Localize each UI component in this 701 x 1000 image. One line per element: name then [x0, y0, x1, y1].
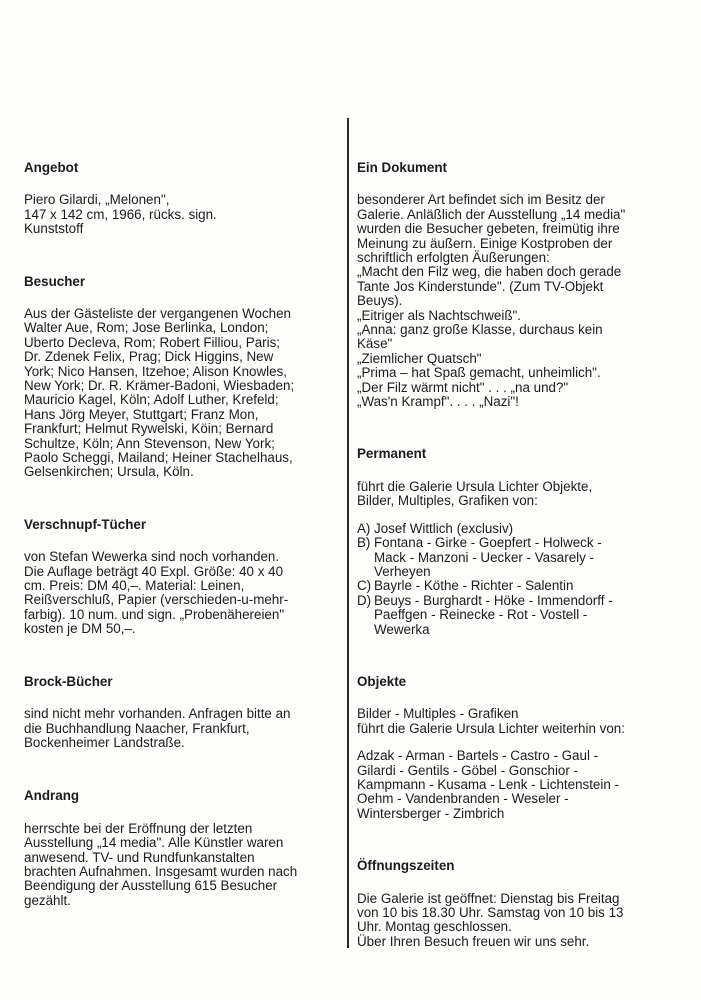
list-item-text: Bayrle - Köthe - Richter - Salentin: [374, 578, 574, 594]
section-ein-dokument: [357, 161, 675, 409]
section-objekte: [357, 675, 675, 821]
list-item-text: Fontana - Girke - Goepfert - Holweck - Mack - Manzoni - Uecker - Vasarely - Verheyen: [374, 535, 602, 579]
list-marker: C): [357, 578, 372, 594]
column-divider: [347, 118, 349, 948]
heading-besucher: Besucher: [24, 273, 86, 289]
heading-permanent: Permanent: [357, 446, 427, 462]
list-item: [357, 594, 675, 637]
text-objekte-artists: Adzak - Arman - Bartels - Castro - Gaul - Gilardi - Gentils - Göbel - Gonschior - Kampmann - Kusama - Lenk - Lichtenstein - Oehm - Vandenbranden - Weseler - Wintersberger - Zimbrich: [357, 748, 619, 821]
list-item: [357, 522, 675, 536]
text-brock-buecher: sind nicht mehr vorhanden. Anfragen bitte an die Buchhandlung Naacher, Frankfurt, Bockenheimer Landstraße.: [24, 706, 291, 750]
list-item-text: Beuys - Burghardt - Höke - Immendorff - Paeffgen - Reinecke - Rot - Vostell - Wewerka: [374, 592, 613, 637]
text-objekte-intro: Bilder - Multiples - Grafiken führt die Galerie Ursula Lichter weiterhin von:: [357, 706, 625, 736]
section-brock-buecher: [24, 675, 342, 751]
heading-objekte: Objekte: [357, 673, 407, 689]
heading-andrang: Andrang: [24, 788, 80, 804]
text-andrang: herrschte bei der Eröffnung der letzten Ausstellung „14 media". Alle Künstler waren anwesend. TV- und Rundfunkanstalten brachten Aufnahmen. Insgesamt wurden nach Beendigung der Ausstellung 615 Besucher gezählt.: [24, 820, 298, 908]
heading-ein-dokument: Ein Dokument: [357, 160, 448, 175]
text-angebot: Piero Gilardi, „Melonen", 147 x 142 cm, 1966, rücks. sign. Kunststoff: [24, 192, 217, 237]
section-permanent: [357, 447, 675, 636]
section-angebot: [24, 161, 342, 237]
text-verschnupf-tuecher: von Stefan Wewerka sind noch vorhanden. Die Auflage beträgt 40 Expl. Größe: 40 x 40 cm. Preis: DM 40,–. Material: Leinen, Reißverschluß, Papier (verschieden-u-mehr- farbig). 10 num. und sign. „Probenähereien" kosten je DM 50,–.: [24, 549, 289, 637]
list-marker: A): [357, 520, 371, 536]
list-item: [357, 579, 675, 593]
heading-verschnupf-tuecher: Verschnupf-Tücher: [24, 516, 147, 532]
left-column: [24, 161, 342, 908]
text-besucher: Aus der Gästeliste der vergangenen Wochen Walter Aue, Rom; Jose Berlinka, London; Uberto Decleva, Rom; Robert Filliou, Paris; Dr. Zdenek Felix, Prag; Dick Higgins, New York; Nico Hansen, Itzehoe; Alison Knowles, New York; Dr. R. Krämer-Badoni, Wiesbaden; Mauricio Kagel, Köln; Adolf Luther, Krefeld; Hans Jörg Meyer, Stuttgart; Franz Mon, Frankfurt; Helmut Rywelski, Köin; Bernard Schultze, Köln; Ann Stevenson, New York; Paolo Scheggi, Mailand; Heiner Stachelhaus, Gelsenkirchen; Ursula, Köln.: [24, 306, 295, 480]
list-marker: D): [357, 592, 372, 608]
heading-oeffnungszeiten: Öffnungszeiten: [357, 858, 455, 874]
text-permanent-intro: führt die Galerie Ursula Lichter Objekte, Bilder, Multiples, Grafiken von:: [357, 478, 593, 509]
heading-angebot: Angebot: [24, 160, 79, 175]
section-besucher: [24, 275, 342, 480]
list-item-text: Josef Wittlich (exclusiv): [374, 520, 514, 536]
section-oeffnungszeiten: [357, 859, 675, 949]
text-ein-dokument: besonderer Art befindet sich im Besitz der Galerie. Anläßlich der Ausstellung „14 media" wurden die Besucher gebeten, freimütig ihre Meinung zu äußern. Einige Kostproben der schriftlich erfolgten Äußerungen: „Macht den Filz weg, die haben doch gerade Tante Jos Kinderstunde". (Zum TV-Objekt Beuys). „Eitriger als Nachtschweiß". „Anna: ganz große Klasse, durchaus kein Käse" „Ziemlicher Quatsch" „Prima – hat Spaß gemacht, unheimlich". „Der Filz wärmt nicht" . . . „na und?" „Was'n Krampf". . . . „Nazi"!: [357, 192, 626, 410]
list-marker: B): [357, 535, 371, 551]
list-item: [357, 536, 675, 579]
artist-list-permanent: [357, 522, 675, 637]
text-oeffnungszeiten: Die Galerie ist geöffnet: Dienstag bis Freitag von 10 bis 18.30 Uhr. Samstag von 10 bis 13 Uhr. Montag geschlossen. Über Ihren Besuch freuen wir uns sehr.: [357, 890, 624, 949]
right-column: [357, 161, 675, 949]
section-andrang: [24, 789, 342, 908]
heading-brock-buecher: Brock-Bücher: [24, 673, 113, 689]
section-verschnupf-tuecher: [24, 518, 342, 637]
